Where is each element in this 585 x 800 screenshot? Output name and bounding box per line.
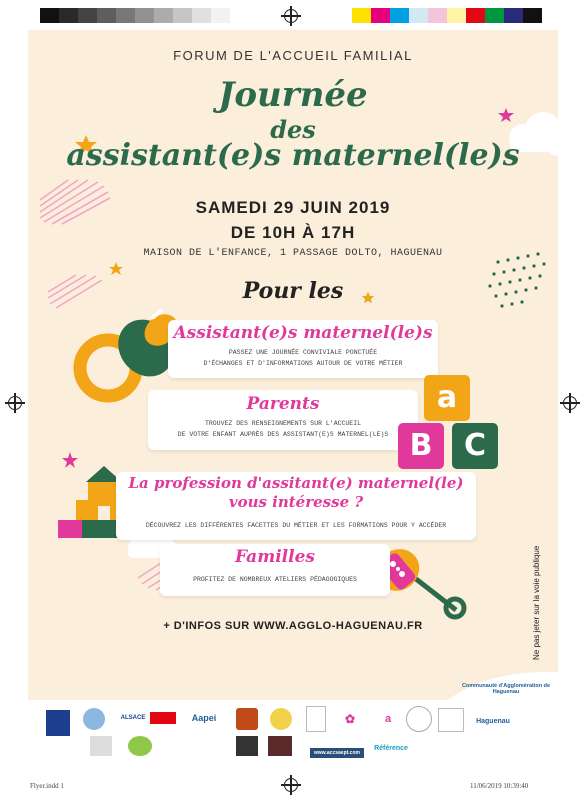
logo-partner: ✿ — [344, 712, 356, 726]
slug-left: Flyer.indd 1 — [30, 782, 64, 790]
slug-right: 11/06/2019 10:39:40 — [470, 782, 529, 790]
title-line2: des — [270, 115, 316, 144]
block-c: C — [452, 423, 498, 469]
card-assistants — [168, 320, 438, 378]
registration-mark-right — [563, 396, 577, 410]
card-title: Parents — [246, 394, 320, 414]
registration-mark-bottom — [284, 778, 298, 792]
logo-haguenau — [470, 714, 516, 728]
info-url[interactable]: WWW.AGGLO-HAGUENAU.FR — [253, 620, 423, 632]
card-title: La profession d'assitant(e) maternel(le) — [128, 474, 464, 492]
title-line3: assistant(e)s maternel(le)s — [66, 138, 520, 173]
vertical-notice: Ne pas jeter sur la voie publique — [532, 545, 541, 660]
logo-partner — [236, 708, 258, 730]
card-text-line2: D'ÉCHANGES ET D'INFORMATIONS AUTOUR DE VOTRE MÉTIER — [203, 360, 403, 367]
pour-les-heading: Pour les — [242, 278, 344, 304]
event-time: DE 10H À 17H — [230, 223, 356, 242]
title-line1: Journée — [218, 75, 368, 115]
partner-logos — [28, 700, 558, 765]
card-title-line2: vous intéresse ? — [228, 493, 364, 511]
card-text-line1: TROUVEZ DES RENSEIGNEMENTS SUR L'ACCUEIL — [204, 420, 362, 427]
logo-alsace — [118, 712, 148, 724]
card-title: Assistant(e)s maternel(le)s — [173, 323, 433, 343]
card-title: Familles — [235, 547, 315, 567]
logo-partner — [438, 708, 464, 732]
logo-text: Référence — [374, 744, 408, 752]
logo-communaute — [458, 680, 554, 698]
logo-partner — [270, 708, 292, 730]
logo-partner — [90, 736, 112, 756]
card-parents — [148, 390, 418, 450]
card-text-line1: DÉCOUVREZ LES DIFFÉRENTES FACETTES DU MÉTIER ET LES FORMATIONS POUR Y ACCÉDER — [145, 522, 447, 529]
logo-text: Aapei — [191, 713, 217, 723]
card-text-line1: PROFITEZ DE NOMBREUX ATELIERS PÉDAGOGIQUES — [193, 576, 357, 583]
logo-partner: a — [384, 713, 392, 725]
forum-heading: FORUM DE L'ACCUEIL FAMILIAL — [173, 48, 413, 63]
logo-partner — [128, 736, 152, 756]
event-place: MAISON DE L'ENFANCE, 1 PASSAGE DOLTO, HAGUENAU — [143, 248, 443, 259]
logo-aapei — [183, 710, 225, 726]
logo-reference — [370, 742, 412, 754]
color-strip — [352, 8, 542, 23]
event-date: SAMEDI 29 JUIN 2019 — [195, 198, 391, 217]
registration-mark-top — [284, 9, 298, 23]
block-b: B — [398, 423, 444, 469]
logo-text: www.accsaept.com — [314, 750, 360, 756]
greyscale-strip — [40, 8, 230, 23]
logo-text: ALSACE — [120, 715, 146, 721]
logo-partner — [236, 736, 258, 756]
card-text-line2: DE VOTRE ENFANT AUPRÈS DES ASSISTANT(E)S MATERNEL(LE)S — [177, 431, 389, 438]
star-icon — [62, 452, 78, 468]
star-icon — [109, 262, 123, 275]
card-profession — [116, 472, 476, 540]
flyer — [28, 30, 558, 700]
logo-text: Communauté d'Agglomération de Haguenau — [461, 683, 551, 695]
logo-bas-rhin — [150, 712, 176, 724]
card-familles — [160, 544, 390, 596]
logo-accueil — [310, 748, 364, 758]
logo-partner — [306, 706, 326, 732]
registration-mark-left — [8, 396, 22, 410]
card-text-line1: PASSEZ UNE JOURNÉE CONVIVIALE PONCTUÉE — [228, 349, 378, 356]
logo-caf — [46, 710, 70, 736]
info-prefix: + D'INFOS SUR — [163, 620, 250, 632]
logo-partner — [268, 736, 292, 756]
block-a: a — [424, 375, 470, 421]
info-line — [28, 620, 558, 632]
logo-partner — [406, 706, 432, 732]
logo-text: Haguenau — [476, 717, 510, 725]
logo-pole-emploi — [83, 708, 105, 730]
